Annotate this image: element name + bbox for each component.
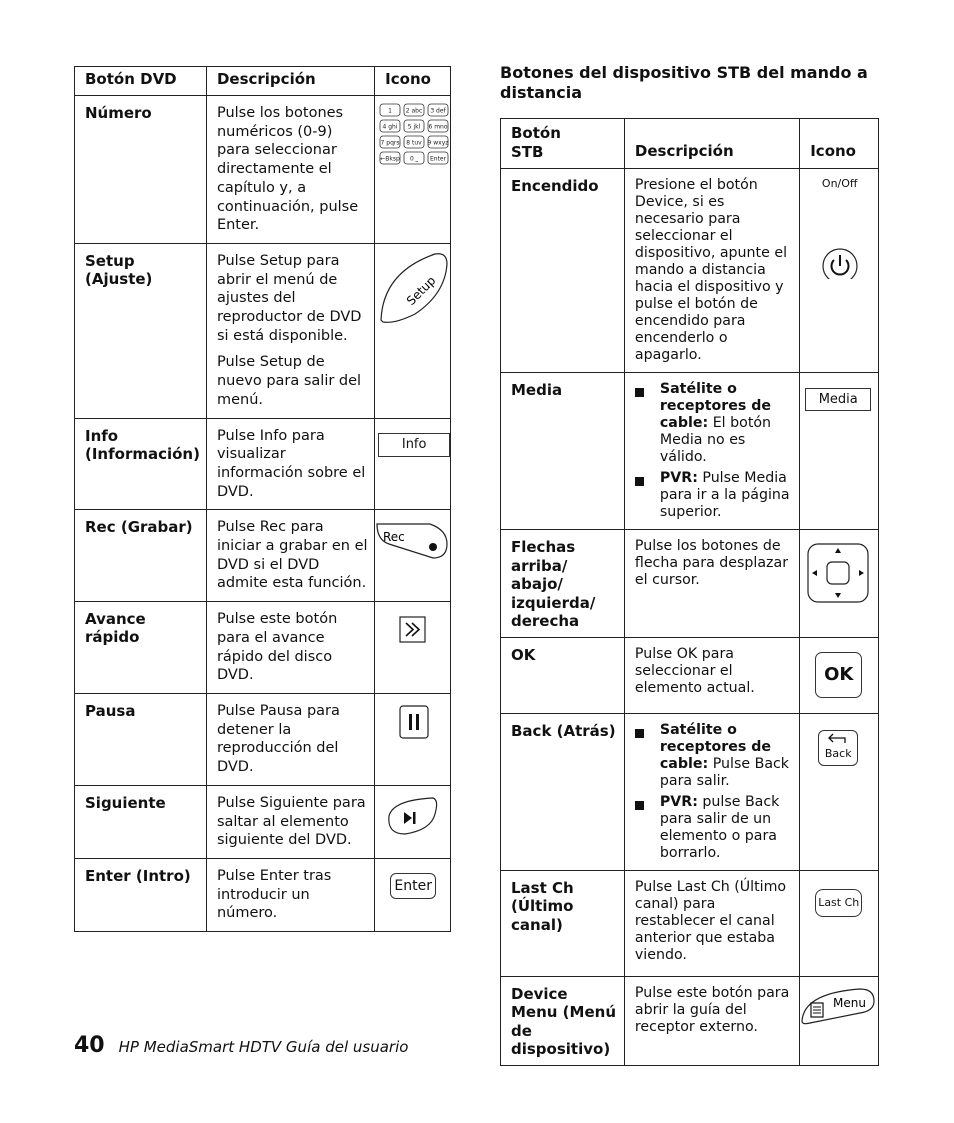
button-name: Flechas arriba/ abajo/ izquierda/ derecha bbox=[501, 530, 625, 638]
pause-icon bbox=[375, 693, 451, 785]
last-channel-icon bbox=[800, 870, 879, 976]
button-description: Pulse este botón para abrir la guía del receptor externo. bbox=[624, 976, 799, 1065]
button-description: Pulse Pausa para detener la reproducción del DVD. bbox=[206, 693, 374, 785]
button-name: Setup (Ajuste) bbox=[75, 243, 207, 418]
table-row bbox=[75, 96, 451, 244]
column-header: Descripción bbox=[624, 119, 799, 169]
button-description bbox=[624, 373, 799, 530]
enter-icon-label: Enter bbox=[390, 873, 436, 899]
dvd-buttons-table bbox=[74, 66, 451, 932]
table-row bbox=[501, 976, 879, 1065]
keypad-key-label: 1 bbox=[388, 107, 393, 115]
fast-forward-icon bbox=[375, 602, 451, 694]
button-name: Avance rápido bbox=[75, 602, 207, 694]
keypad-key-label: 8 tuv bbox=[406, 139, 422, 147]
table-row bbox=[75, 785, 451, 858]
table-row bbox=[501, 870, 879, 976]
table-row bbox=[75, 602, 451, 694]
setup-icon-label: Setup bbox=[403, 273, 439, 308]
button-description: Pulse Info para visualizar información sobre el DVD. bbox=[206, 418, 374, 510]
power-icon-label: On/Off bbox=[821, 177, 858, 190]
table-row bbox=[75, 243, 451, 418]
rec-icon-label: Rec bbox=[383, 530, 405, 545]
table-row bbox=[501, 530, 879, 638]
info-icon-label: Info bbox=[378, 433, 450, 457]
button-description: Presione el botón Device, si es necesario para seleccionar el dispositivo, apunte el mando a distancia hacia el dispositivo y pulse el botón de encendido para encenderlo o apagarlo. bbox=[624, 169, 799, 373]
button-name: Info (Información) bbox=[75, 418, 207, 510]
table-header-row bbox=[75, 67, 451, 96]
keypad-key-label: 3 def bbox=[430, 107, 446, 115]
column-header: Descripción bbox=[206, 67, 374, 96]
stb-buttons-table bbox=[500, 118, 879, 1066]
keypad-key-label: 4 ghi bbox=[382, 123, 398, 131]
table-row bbox=[501, 637, 879, 713]
list-item: Satélite o receptores de cable: El botón Media no es válido. bbox=[635, 381, 793, 466]
back-key bbox=[818, 730, 858, 766]
table-row bbox=[75, 418, 451, 510]
next-icon bbox=[375, 785, 451, 858]
button-name: OK bbox=[501, 637, 625, 713]
back-button-icon bbox=[800, 713, 879, 870]
button-description: Pulse este botón para el avance rápido del disco DVD. bbox=[206, 602, 374, 694]
keypad-key-label: 0 ⎵ bbox=[410, 155, 419, 163]
table-row bbox=[501, 169, 879, 373]
keypad-key-label: 7 pqrs bbox=[380, 139, 400, 147]
table-header-row bbox=[501, 119, 879, 169]
enter-button-icon bbox=[375, 858, 451, 931]
button-description: Pulse OK para seleccionar el elemento actual. bbox=[624, 637, 799, 713]
numeric-keypad-icon bbox=[375, 96, 451, 244]
button-description: Pulse los botones numéricos (0-9) para seleccionar directamente el capítulo y, a continuación, pulse Enter. bbox=[206, 96, 374, 244]
button-name: Pausa bbox=[75, 693, 207, 785]
button-description: Pulse los botones de flecha para desplazar el cursor. bbox=[624, 530, 799, 638]
record-button-icon bbox=[375, 510, 451, 602]
keypad-key-label: Enter bbox=[430, 155, 447, 163]
table-row bbox=[501, 373, 879, 530]
footer-title: HP MediaSmart HDTV Guía del usuario bbox=[118, 1038, 409, 1056]
button-name: Siguiente bbox=[75, 785, 207, 858]
button-name: Número bbox=[75, 96, 207, 244]
button-description: Pulse Setup para abrir el menú de ajustes del reproductor de DVD si está disponible. Pulse Setup de nuevo para salir del menú. bbox=[206, 243, 374, 418]
page-footer bbox=[74, 1033, 408, 1058]
list-item: Satélite o receptores de cable: Pulse Back para salir. bbox=[635, 722, 793, 790]
section-title: Botones del dispositivo STB del mando a distancia bbox=[500, 63, 868, 102]
back-icon-label: Back bbox=[824, 746, 852, 760]
button-name: Rec (Grabar) bbox=[75, 510, 207, 602]
keypad-key-label: 9 wxyz bbox=[427, 139, 449, 147]
column-header: Botón DVD bbox=[75, 67, 207, 96]
keypad-key-label: 5 jkl bbox=[407, 123, 421, 131]
button-name: Last Ch (Último canal) bbox=[501, 870, 625, 976]
button-name: Enter (Intro) bbox=[75, 858, 207, 931]
power-icon bbox=[800, 169, 879, 373]
button-name: Back (Atrás) bbox=[501, 713, 625, 870]
last-ch-icon-label: Last Ch bbox=[815, 889, 862, 917]
list-item: PVR: Pulse Media para ir a la página superior. bbox=[635, 470, 793, 521]
list-item: PVR: pulse Back para salir de un elemento o para borrarlo. bbox=[635, 794, 793, 862]
table-row bbox=[75, 858, 451, 931]
setup-button-icon bbox=[375, 243, 451, 418]
keypad-key-label: 6 mno bbox=[428, 123, 448, 131]
button-name: Media bbox=[501, 373, 625, 530]
column-header: Botón STB bbox=[501, 119, 625, 169]
table-row bbox=[75, 510, 451, 602]
menu-icon-label: Menu bbox=[833, 995, 867, 1010]
button-name: Device Menu (Menú de dispositivo) bbox=[501, 976, 625, 1065]
ok-button-icon bbox=[800, 637, 879, 713]
button-description bbox=[624, 713, 799, 870]
media-icon-label: Media bbox=[805, 388, 871, 411]
column-header: Icono bbox=[800, 119, 879, 169]
column-header: Icono bbox=[375, 67, 451, 96]
ok-icon-label: OK bbox=[815, 652, 862, 698]
arrow-pad-icon bbox=[800, 530, 879, 638]
keypad-key-label: ←Bksp bbox=[380, 155, 400, 163]
table-row bbox=[75, 693, 451, 785]
keypad-key-label: 2 abc bbox=[405, 107, 423, 115]
page-number: 40 bbox=[74, 1033, 105, 1058]
button-description: Pulse Enter tras introducir un número. bbox=[206, 858, 374, 931]
button-description: Pulse Rec para iniciar a grabar en el DVD si el DVD admite esta función. bbox=[206, 510, 374, 602]
device-menu-icon bbox=[800, 976, 879, 1065]
button-description: Pulse Siguiente para saltar al elemento siguiente del DVD. bbox=[206, 785, 374, 858]
button-name: Encendido bbox=[501, 169, 625, 373]
media-button-icon bbox=[800, 373, 879, 530]
button-description: Pulse Last Ch (Último canal) para restablecer el canal anterior que estaba viendo. bbox=[624, 870, 799, 976]
info-button-icon bbox=[375, 418, 451, 510]
table-row bbox=[501, 713, 879, 870]
